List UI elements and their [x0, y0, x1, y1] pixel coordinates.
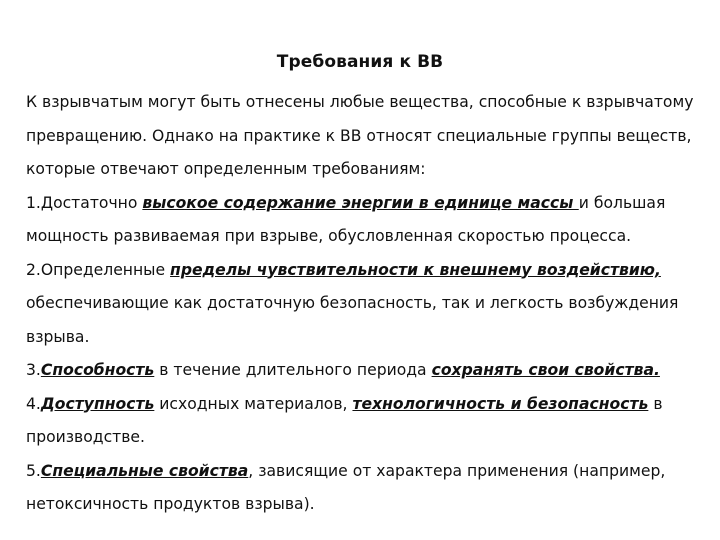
item-number: 2.	[26, 260, 41, 279]
item-number: 1.	[26, 193, 41, 212]
requirement-item-3	[12, 354, 714, 388]
item-text: в производстве.	[26, 394, 663, 446]
item-number: 3.	[26, 361, 41, 379]
requirement-item-5	[12, 455, 714, 522]
item-text: Определенные	[40, 260, 171, 279]
item-emphasis: пределы чувствительности к внешнему воздействию,	[170, 260, 661, 279]
item-emphasis: высокое содержание энергии в единице массы	[142, 193, 579, 212]
item-text: исходных материалов,	[154, 394, 353, 413]
item-text: обеспечивающие как достаточную безопасность, так и легкость возбуждения взрыва.	[26, 294, 679, 346]
slide-title: Требования к ВВ	[276, 52, 444, 72]
requirement-item-1	[12, 187, 714, 254]
intro-paragraph: К взрывчатым могут быть отнесены любые вещества, способные к взрывчатому превращению. Однако на практике к ВВ относят специальные группы веществ, которые отвечают определенным требованиям:	[26, 93, 694, 178]
item-text: и большая мощность развиваемая при взрыве, обусловленная скоростью процесса.	[26, 193, 666, 245]
item-text: , зависящие от характера применения (например, нетоксичность продуктов взрыва).	[26, 461, 666, 513]
item-emphasis: сохранять свои свойства.	[431, 361, 660, 379]
item-number: 4.	[26, 394, 41, 413]
item-emphasis: Специальные свойства	[40, 461, 249, 480]
item-emphasis: Способность	[40, 361, 155, 379]
item-text: в течение длительного периода	[154, 361, 432, 379]
requirement-item-2	[12, 254, 714, 355]
item-number: 5.	[26, 461, 41, 480]
item-emphasis: Доступность	[40, 394, 155, 413]
requirement-item-4	[12, 388, 714, 455]
item-emphasis: технологичность и безопасность	[352, 394, 649, 413]
slide-body	[12, 86, 714, 522]
item-text: Достаточно	[40, 193, 143, 212]
